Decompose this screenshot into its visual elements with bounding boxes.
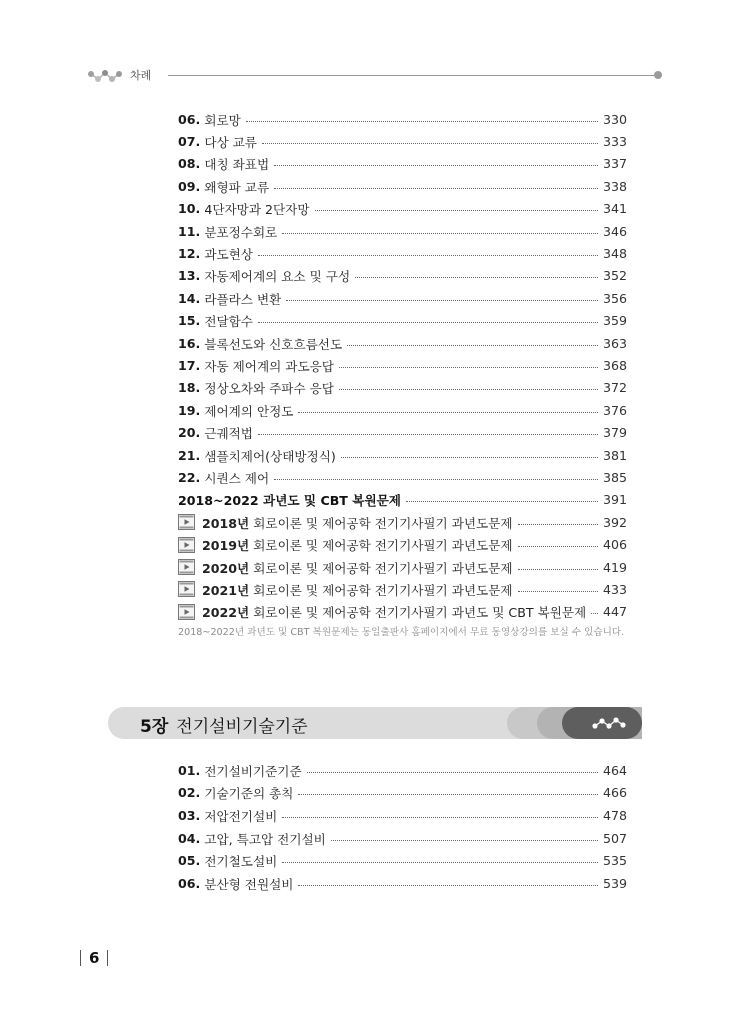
- dot-leader: [282, 817, 598, 818]
- entry-page-number: 379: [602, 425, 627, 441]
- entry-number: 06.: [178, 111, 201, 127]
- toc-entry[interactable]: [178, 782, 627, 805]
- entry-title: 전기설비기준기준: [204, 763, 302, 779]
- toc-entry[interactable]: [178, 421, 627, 443]
- past-exam-entry[interactable]: [178, 533, 627, 555]
- table-of-contents-part4: [178, 108, 627, 623]
- chapter-title: 전기설비기술기준: [176, 717, 308, 737]
- entry-title: 분산형 전원설비: [204, 876, 294, 892]
- dot-leader: [298, 794, 597, 795]
- header-rule-endpoint: [654, 71, 662, 79]
- entry-title: 라플라스 변환: [204, 291, 282, 307]
- chapter-number: 5장: [140, 717, 169, 737]
- entry-title: 샘플치제어(상태방정식): [204, 448, 336, 464]
- toc-entry[interactable]: [178, 242, 627, 264]
- dot-leader: [347, 345, 598, 346]
- exam-year: 2018년: [202, 515, 250, 531]
- exam-year: 2020년: [202, 560, 250, 576]
- entry-number: 05.: [178, 853, 201, 869]
- entry-number: 13.: [178, 268, 201, 284]
- entry-page-number: 381: [602, 447, 627, 463]
- entry-title: 시퀀스 제어: [204, 470, 270, 486]
- entry-title: 전기철도설비: [204, 854, 278, 870]
- dot-leader: [274, 165, 598, 166]
- entry-title: 회로망: [204, 112, 241, 128]
- molecule-decoration-icon: [88, 66, 124, 86]
- entry-title: [202, 558, 513, 577]
- entry-page-number: 337: [602, 156, 627, 172]
- dot-leader: [339, 367, 598, 368]
- page-folio: [80, 948, 108, 968]
- entry-page-number: 376: [602, 402, 627, 418]
- chapter-heading: [140, 712, 308, 737]
- page-number: 6: [89, 949, 100, 967]
- entry-page-number: 352: [602, 268, 627, 284]
- past-exams-heading[interactable]: [178, 489, 627, 511]
- video-lecture-icon: [178, 604, 195, 620]
- dot-leader: [307, 772, 598, 773]
- toc-entry[interactable]: [178, 130, 627, 152]
- toc-entry[interactable]: [178, 265, 627, 287]
- entry-page-number: 356: [602, 290, 627, 306]
- entry-number: 14.: [178, 290, 201, 306]
- entry-page-number: 419: [602, 559, 627, 575]
- exam-title: 회로이론 및 제어공학 전기기사필기 과년도문제: [253, 560, 513, 576]
- section-label: 차례: [130, 69, 152, 82]
- chapter-banner: [108, 707, 642, 739]
- past-exam-entry[interactable]: [178, 556, 627, 578]
- dot-leader: [274, 188, 598, 189]
- dot-leader: [282, 862, 598, 863]
- dot-leader: [282, 233, 598, 234]
- dot-leader: [286, 300, 598, 301]
- entry-page-number: 348: [602, 246, 627, 262]
- entry-title: 과도현상: [204, 247, 253, 263]
- entry-page-number: 333: [602, 134, 627, 150]
- toc-entry[interactable]: [178, 759, 627, 782]
- exam-year: 2022년: [202, 605, 250, 621]
- entry-title: [202, 513, 513, 532]
- dot-leader: [355, 277, 598, 278]
- dot-leader: [246, 121, 598, 122]
- dot-leader: [315, 210, 598, 211]
- past-exam-entry[interactable]: [178, 511, 627, 533]
- toc-entry[interactable]: [178, 827, 627, 850]
- entry-page-number: 406: [602, 537, 627, 553]
- toc-entry[interactable]: [178, 377, 627, 399]
- entry-number: 19.: [178, 402, 201, 418]
- entry-number: 20.: [178, 425, 201, 441]
- dot-leader: [274, 479, 598, 480]
- dot-leader: [262, 143, 598, 144]
- entry-number: 12.: [178, 246, 201, 262]
- past-exam-entry[interactable]: [178, 601, 627, 623]
- entry-title: 자동제어계의 요소 및 구성: [204, 269, 351, 285]
- folio-divider-left: [80, 950, 81, 966]
- entry-title: 자동 제어계의 과도응답: [204, 358, 334, 374]
- dot-leader: [258, 322, 598, 323]
- entry-title: 제어계의 안정도: [204, 403, 294, 419]
- video-lecture-icon: [178, 559, 195, 575]
- exam-title: 회로이론 및 제어공학 전기기사필기 과년도문제: [253, 582, 513, 598]
- entry-number: 10.: [178, 201, 201, 217]
- toc-entry[interactable]: [178, 220, 627, 242]
- exam-title: 회로이론 및 제어공학 전기기사필기 과년도문제: [253, 538, 513, 554]
- dot-leader: [298, 885, 597, 886]
- toc-entry[interactable]: [178, 804, 627, 827]
- dot-leader: [518, 546, 598, 547]
- entry-title: [202, 580, 513, 599]
- entry-title: 2018~2022 과년도 및 CBT 복원문제: [178, 493, 401, 509]
- entry-title: 블록선도와 신호흐름선도: [204, 336, 343, 352]
- entry-number: 22.: [178, 469, 201, 485]
- entry-number: 08.: [178, 156, 201, 172]
- toc-entry[interactable]: [178, 872, 627, 895]
- dot-leader: [339, 389, 598, 390]
- entry-page-number: 341: [602, 201, 627, 217]
- toc-entry[interactable]: [178, 108, 627, 130]
- entry-number: 09.: [178, 178, 201, 194]
- entry-number: 01.: [178, 762, 201, 778]
- entry-page-number: 391: [602, 492, 627, 508]
- entry-title: 고압, 특고압 전기설비: [204, 831, 326, 847]
- entry-number: 07.: [178, 134, 201, 150]
- entry-number: 02.: [178, 785, 201, 801]
- header-rule: [168, 75, 654, 76]
- entry-title: 전달함수: [204, 314, 253, 330]
- entry-page-number: 433: [602, 581, 627, 597]
- exam-title: 회로이론 및 제어공학 전기기사필기 과년도문제: [253, 515, 513, 531]
- toc-entry[interactable]: [178, 444, 627, 466]
- dot-leader: [331, 840, 598, 841]
- toc-entry[interactable]: [178, 175, 627, 197]
- video-lecture-icon: [178, 537, 195, 553]
- toc-entry[interactable]: [178, 153, 627, 175]
- past-exam-entry[interactable]: [178, 578, 627, 600]
- entry-title: [202, 602, 586, 621]
- dot-leader: [591, 613, 598, 614]
- video-lecture-note: 2018~2022년 과년도 및 CBT 복원문제는 동일출판사 홈페이지에서 무료 동영상강의를 보실 수 있습니다.: [178, 627, 625, 638]
- entry-page-number: 466: [602, 785, 627, 801]
- toc-entry[interactable]: [178, 466, 627, 488]
- entry-title: 대칭 좌표법: [204, 157, 270, 173]
- dot-leader: [341, 457, 598, 458]
- video-lecture-icon: [178, 581, 195, 597]
- entry-title: 다상 교류: [204, 135, 257, 151]
- toc-entry[interactable]: [178, 287, 627, 309]
- entry-title: 정상오차와 주파수 응답: [204, 381, 334, 397]
- entry-page-number: 338: [602, 178, 627, 194]
- entry-number: 03.: [178, 807, 201, 823]
- dot-leader: [518, 591, 598, 592]
- toc-entry[interactable]: [178, 399, 627, 421]
- entry-number: 16.: [178, 335, 201, 351]
- entry-page-number: 363: [602, 335, 627, 351]
- folio-divider-right: [107, 950, 108, 966]
- toc-entry[interactable]: [178, 849, 627, 872]
- entry-number: 11.: [178, 223, 201, 239]
- dot-leader: [518, 569, 598, 570]
- entry-title: 기술기준의 총칙: [204, 786, 294, 802]
- dot-leader: [298, 412, 597, 413]
- entry-page-number: 535: [602, 853, 627, 869]
- exam-year: 2021년: [202, 582, 250, 598]
- table-of-contents-part5: [178, 759, 627, 895]
- running-header: [88, 64, 664, 88]
- entry-page-number: 330: [602, 111, 627, 127]
- entry-page-number: 392: [602, 514, 627, 530]
- entry-number: 18.: [178, 380, 201, 396]
- entry-page-number: 447: [602, 604, 627, 620]
- dot-leader: [518, 524, 598, 525]
- entry-title: 4단자망과 2단자망: [204, 202, 310, 218]
- entry-page-number: 539: [602, 875, 627, 891]
- entry-title: [202, 535, 513, 554]
- entry-page-number: 464: [602, 762, 627, 778]
- entry-number: 15.: [178, 313, 201, 329]
- entry-page-number: 478: [602, 807, 627, 823]
- entry-page-number: 372: [602, 380, 627, 396]
- entry-page-number: 507: [602, 830, 627, 846]
- dot-leader: [258, 255, 598, 256]
- entry-number: 04.: [178, 830, 201, 846]
- entry-number: 17.: [178, 357, 201, 373]
- entry-number: 06.: [178, 875, 201, 891]
- video-lecture-icon: [178, 514, 195, 530]
- entry-page-number: 359: [602, 313, 627, 329]
- exam-year: 2019년: [202, 538, 250, 554]
- entry-title: 분포정수회로: [204, 224, 278, 240]
- exam-title: 회로이론 및 제어공학 전기기사필기 과년도 및 CBT 복원문제: [253, 605, 587, 621]
- entry-number: 21.: [178, 447, 201, 463]
- toc-entry[interactable]: [178, 310, 627, 332]
- toc-entry[interactable]: [178, 332, 627, 354]
- toc-entry[interactable]: [178, 354, 627, 376]
- dot-leader: [258, 434, 598, 435]
- dot-leader: [406, 501, 598, 502]
- entry-title: 왜형파 교류: [204, 179, 270, 195]
- toc-entry[interactable]: [178, 198, 627, 220]
- entry-page-number: 385: [602, 469, 627, 485]
- entry-title: 저압전기설비: [204, 808, 278, 824]
- entry-title: 근궤적법: [204, 426, 253, 442]
- entry-page-number: 368: [602, 357, 627, 373]
- entry-page-number: 346: [602, 223, 627, 239]
